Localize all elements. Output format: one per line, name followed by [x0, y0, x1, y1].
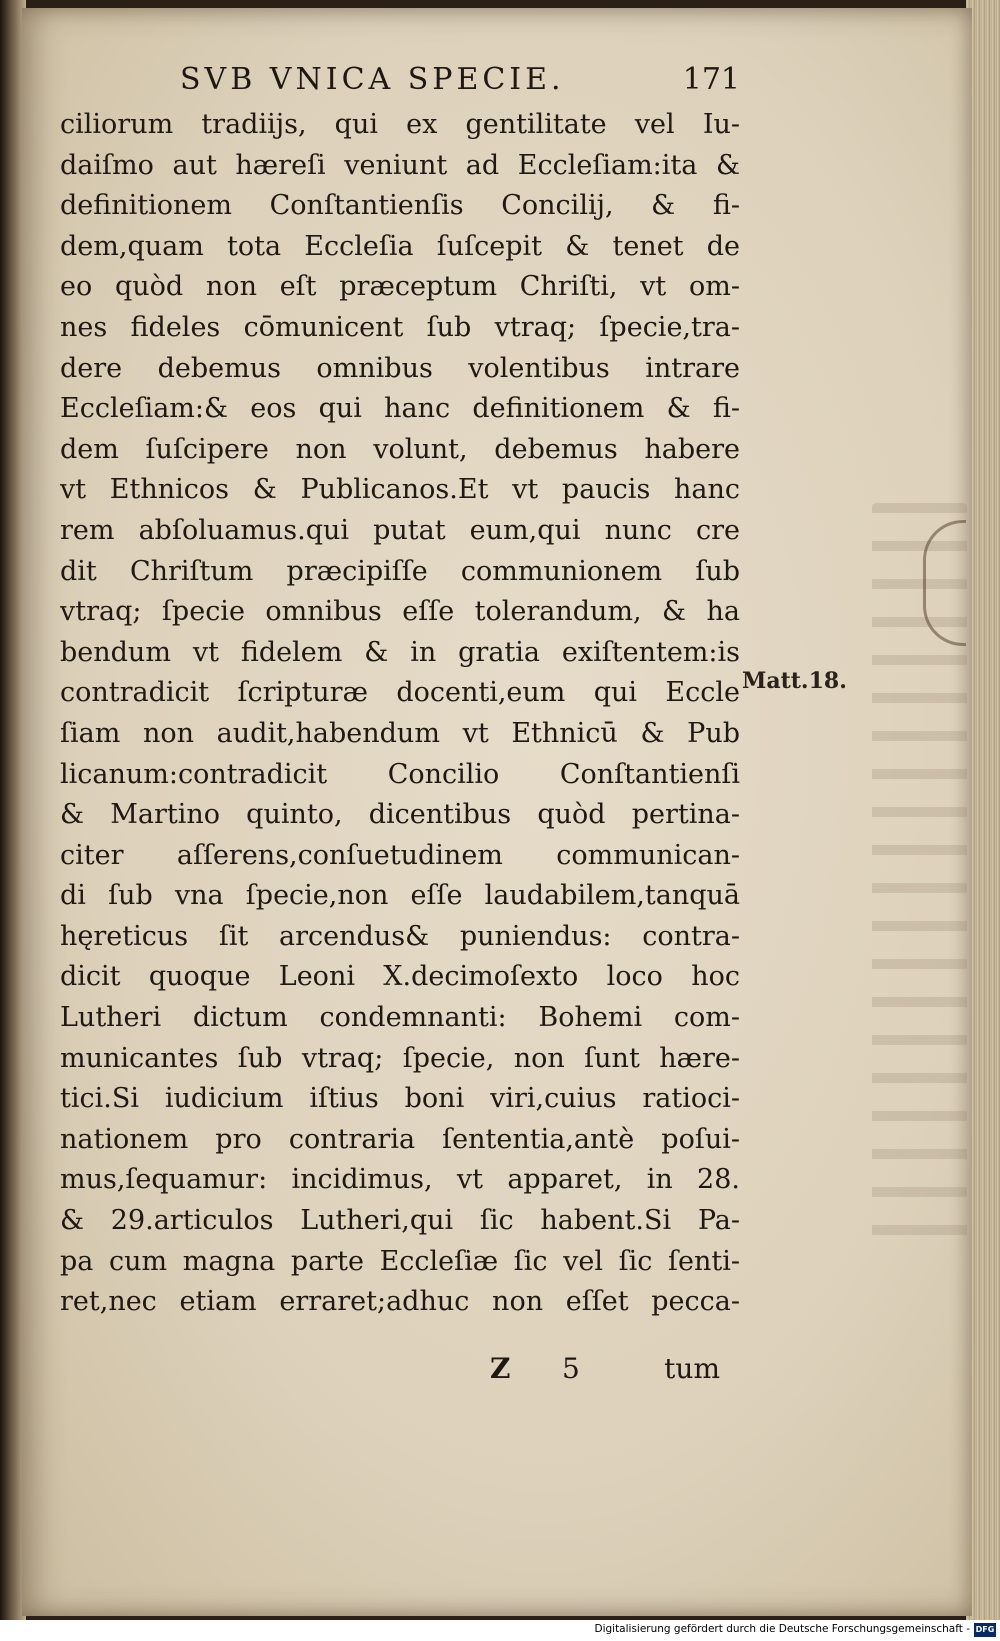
text-line: di ſub vna ſpecie,non eſſe laudabilem,tanquā — [60, 880, 740, 912]
page-header — [180, 62, 740, 106]
text-line: vtraq; ſpecie omnibus eſſe tolerandum, & ha — [60, 596, 740, 628]
text-line: eo quòd non eſt præceptum Chriſti, vt om- — [60, 271, 740, 303]
text-line: ſiam non audit,habendum vt Ethnicū & Pub — [60, 717, 740, 749]
text-line: Eccleſiam:& eos qui hanc definitionem & fi- — [60, 393, 740, 425]
text-line: hęreticus ſit arcendus& puniendus: contra- — [60, 920, 740, 952]
text-line: pa cum magna parte Eccleſiæ ſic vel ſic ſenti- — [60, 1245, 740, 1277]
text-line: ret,nec etiam erraret;adhuc non eſſet pecca- — [60, 1286, 740, 1318]
text-line: licanum:contradicit Concilio Conſtantienſi — [60, 758, 740, 790]
catchword: tum — [664, 1352, 720, 1385]
text-line: & Martino quinto, dicentibus quòd pertina- — [60, 799, 740, 831]
page-number: 171 — [682, 62, 740, 97]
text-line: nes fideles cōmunicent ſub vtraq; ſpecie,tra- — [60, 311, 740, 343]
text-line: citer aſſerens,conſuetudinem communican- — [60, 839, 740, 871]
text-line: definitionem Conſtantienſis Concilij, & fi- — [60, 190, 740, 222]
text-line: & 29.articulos Lutheri,qui ſic habent.Si Pa- — [60, 1205, 740, 1237]
text-line: nationem pro contraria ſententia,antè poſui- — [60, 1123, 740, 1155]
text-line: dem,quam tota Eccleſia ſuſcepit & tenet de — [60, 230, 740, 262]
text-line: dem ſuſcipere non volunt, debemus habere — [60, 433, 740, 465]
dfg-logo: DFG — [974, 1623, 996, 1637]
text-line: tici.Si iudicium iſtius boni viri,cuius ratioci- — [60, 1083, 740, 1115]
text-line: mus,ſequamur: incidimus, vt apparet, in 28. — [60, 1164, 740, 1196]
text-line: municantes ſub vtraq; ſpecie, non ſunt hære- — [60, 1042, 740, 1074]
body-text — [60, 105, 740, 1323]
signature-mark: Z — [490, 1352, 511, 1385]
signature-number: 5 — [562, 1352, 580, 1385]
running-title: SVB VNICA SPECIE. — [180, 62, 565, 97]
page-clip — [923, 520, 966, 646]
text-line: contradicit ſcripturæ docenti,eum qui Eccle — [60, 677, 740, 709]
text-line: dicit quoque Leoni X.decimoſexto loco hoc — [60, 961, 740, 993]
marginal-note: Matt.18. — [742, 668, 847, 694]
text-line: dere debemus omnibus volentibus intrare — [60, 352, 740, 384]
text-line: rem abſoluamus.qui putat eum,qui nunc cre — [60, 514, 740, 546]
text-line: Lutheri dictum condemnanti: Bohemi com- — [60, 1002, 740, 1034]
page-footer — [490, 1352, 720, 1392]
text-line: daiſmo aut hæreſi veniunt ad Eccleſiam:ita & — [60, 149, 740, 181]
funding-credit: Digitalisierung gefördert durch die Deutsche Forschungsgemeinschaft - — [594, 1623, 970, 1635]
text-line: bendum vt fidelem & in gratia exiſtentem:is — [60, 636, 740, 668]
text-line: ciliorum tradiijs, qui ex gentilitate vel Iu- — [60, 109, 740, 140]
text-line: dit Chriſtum præcipiſſe communionem ſub — [60, 555, 740, 587]
credit-bar — [0, 1620, 1000, 1641]
text-line: vt Ethnicos & Publicanos.Et vt paucis hanc — [60, 474, 740, 506]
